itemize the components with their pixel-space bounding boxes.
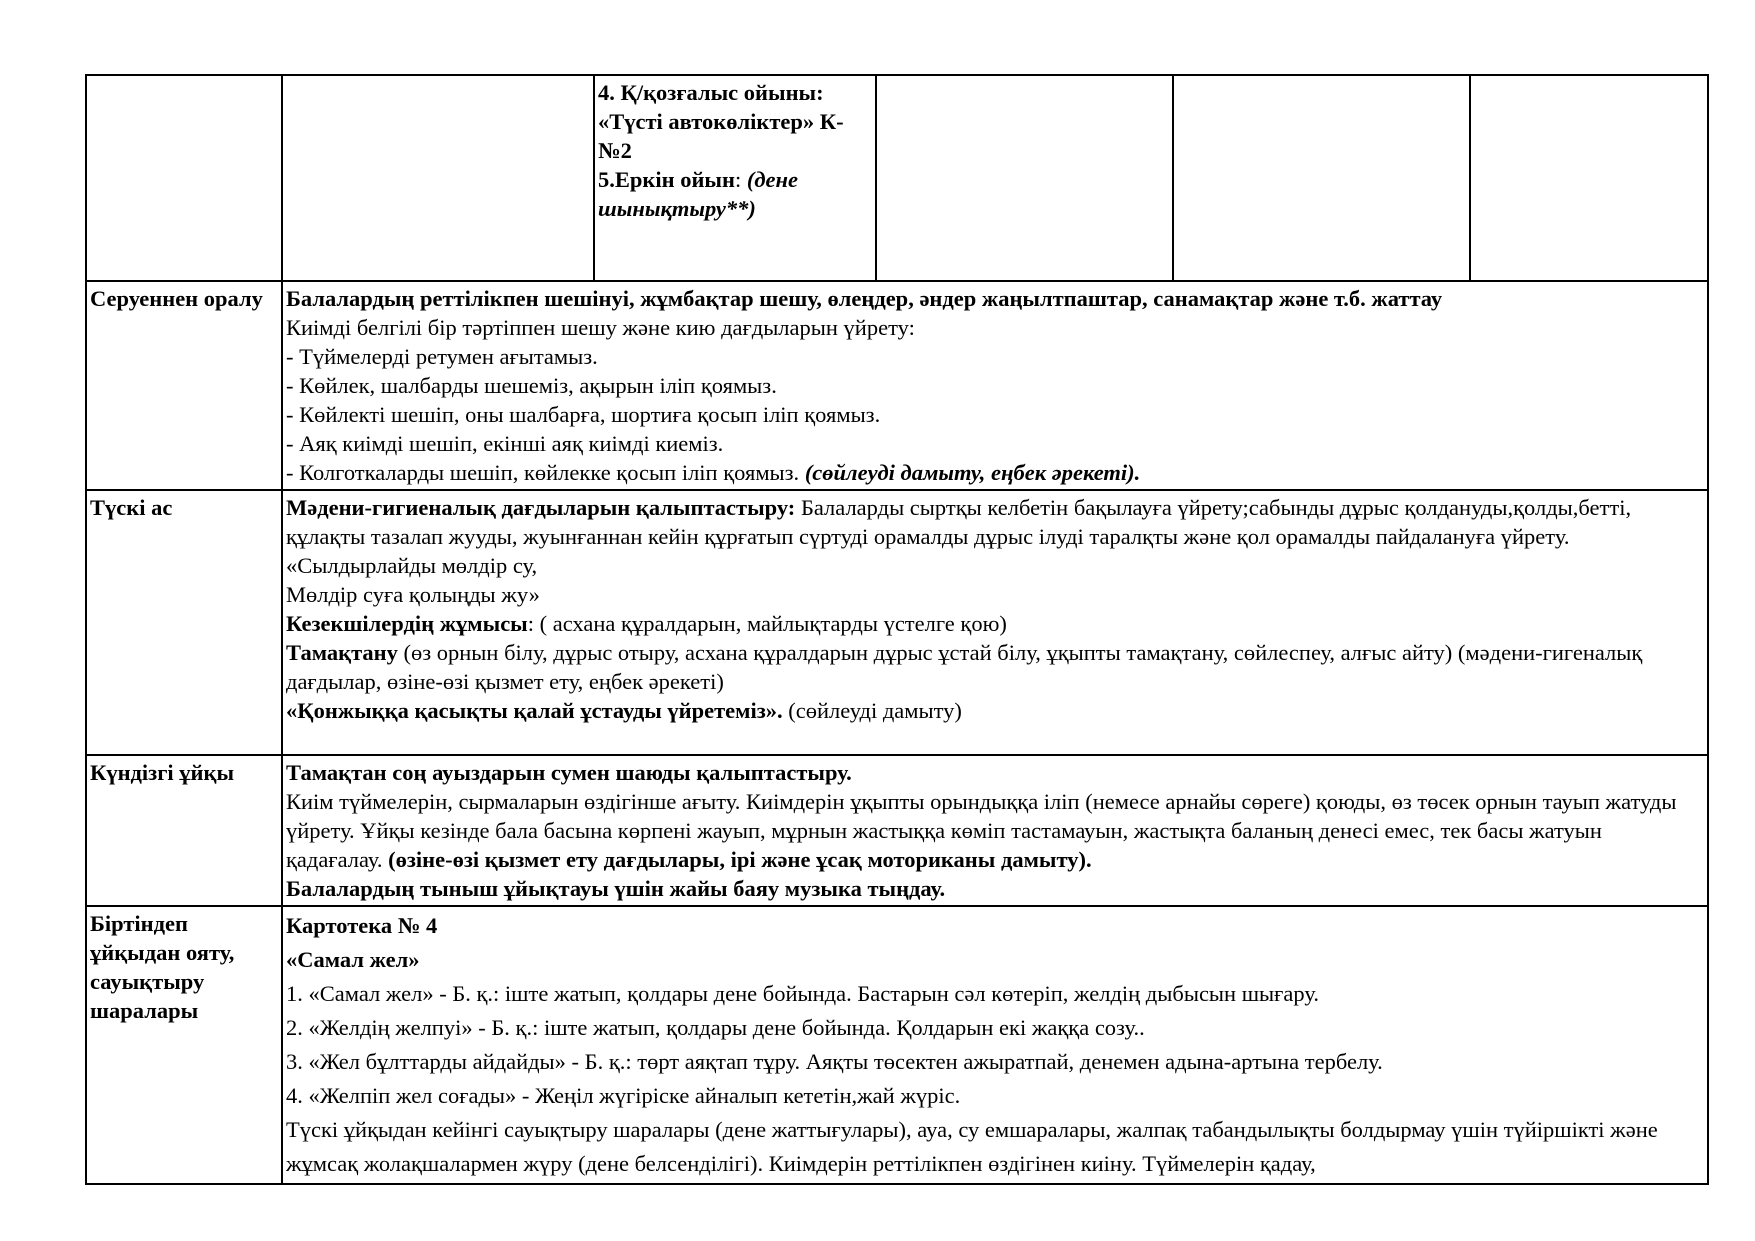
free-play-colon: : — [734, 167, 747, 192]
return-last-step-text: - Колготкаларды шешіп, көйлекке қосып іліп қоямыз. — [286, 460, 805, 485]
nap-note: (өзіне-өзі қызмет ету дағдылары, ірі және ұсақ моториканы дамыту). — [388, 847, 1092, 872]
wake-content — [282, 906, 1708, 1184]
label-cell-empty — [86, 75, 282, 281]
wake-closing: Түскі ұйқыдан кейінгі сауықтыру шаралары (дене жаттығулары), ауа, су емшаралары, жалпақ табандылықты болдырмау үшін түйіршікті және жұмсақ жолақшалармен жүру (дене белсенділігі). Киімдерін реттілікпен өздігінен киіну. Түймелерін қадау, — [286, 1117, 1658, 1176]
row-label-nap: Күндізгі ұйқы — [86, 755, 282, 906]
hygiene-text: Балаларды сыртқы келбетін бақылауға үйрету;сабынды дұрыс қолдануды,қолды,бетті, құлақты тазалап жууды, жуынғаннан кейін құрғатып сүртуді орамалды дұрыс ілуді таралқты және қол орамалды пайдалануға үйрету. — [286, 495, 1632, 549]
nap-heading: Тамақтан соң ауыздарын сумен шаюды қалыптастыру. — [286, 760, 852, 785]
duty-heading: Кезекшілердің жұмысы — [286, 611, 528, 636]
free-play-label: 5.Еркін ойын — [598, 167, 735, 192]
nap-content — [282, 755, 1708, 906]
free-play-line — [598, 165, 872, 223]
table-row-lunch — [86, 490, 1708, 755]
duty-paragraph — [286, 609, 1704, 638]
row-label-return: Серуеннен оралу — [86, 281, 282, 490]
cell-empty-1 — [282, 75, 594, 281]
return-walk-content — [282, 281, 1708, 490]
lunch-content — [282, 490, 1708, 755]
exercise-item: 1. «Самал жел» - Б. қ.: іште жатып, қолдары дене бойында. Бастарын сәл көтеріп, желдің дыбысын шығару. — [286, 981, 1319, 1006]
exercise-item: 2. «Желдің желпуі» - Б. қ.: іште жатып, қолдары дене бойында. Қолдарын екі жаққа созу.. — [286, 1015, 1145, 1040]
exercise-item: 4. «Желпіп жел соғады» - Жеңіл жүгіріске айналып кететін,жай жүріс. — [286, 1083, 961, 1108]
exercise-item: 3. «Жел бұлттарды айдайды» - Б. қ.: төрт аяқтап тұру. Аяқты төсектен ажыратпай, денемен адына-артына тербелу. — [286, 1049, 1383, 1074]
nap-paragraph — [286, 787, 1704, 874]
poem-line: «Сылдырлайды мөлдір су, — [286, 553, 538, 578]
return-last-step — [286, 458, 1704, 487]
table-row-wake-up — [86, 906, 1708, 1184]
table-row-return-walk — [86, 281, 1708, 490]
hygiene-heading: Мәдени-гигиеналық дағдыларын қалыптастыру: — [286, 495, 796, 520]
return-heading: Балалардың реттілікпен шешінуі, жұмбақтар шешу, өлеңдер, әндер жаңылтпаштар, санамақтар және т.б. жаттау — [286, 286, 1443, 311]
eating-paragraph — [286, 638, 1704, 696]
nap-music: Балалардың тыныш ұйықтауы үшін жайы баяу музыка тыңдау. — [286, 876, 946, 901]
cell-empty-2 — [876, 75, 1173, 281]
row-label-wake: Біртіндеп ұйқыдан ояту, сауықтыру шаралары — [86, 906, 282, 1184]
return-step: - Көйлекті шешіп, оны шалбарға, шортиға қосып іліп қоямыз. — [286, 402, 881, 427]
row-label-lunch: Түскі ас — [86, 490, 282, 755]
return-step: - Аяқ киімді шешіп, екінші аяқ киімді киеміз. — [286, 431, 724, 456]
spoon-text: (сөйлеуді дамыту) — [782, 698, 962, 723]
free-play-note: (дене шынықтыру**) — [598, 167, 798, 221]
games-cell — [594, 75, 876, 281]
return-last-note: (сөйлеуді дамыту, еңбек әрекеті). — [804, 460, 1141, 485]
table-row-nap — [86, 755, 1708, 906]
poem-line: Мөлдір суға қолыңды жу» — [286, 582, 540, 607]
spoon-paragraph — [286, 696, 1704, 725]
cell-empty-4 — [1470, 75, 1708, 281]
return-intro: Киімді белгілі бір тәртіппен шешу және кию дағдыларын үйрету: — [286, 315, 915, 340]
table-row-games — [86, 75, 1708, 281]
daily-plan-table — [85, 74, 1709, 1185]
outdoor-game-title: 4. Қ/қозғалыс ойыны: «Түсті автокөліктер» К-№2 — [598, 80, 844, 163]
cell-empty-3 — [1173, 75, 1470, 281]
card-number: Картотека № 4 — [286, 913, 438, 938]
eating-heading: Тамақтану — [286, 640, 398, 665]
return-step: - Көйлек, шалбарды шешеміз, ақырын іліп қоямыз. — [286, 373, 777, 398]
return-step: - Түймелерді ретумен ағытамыз. — [286, 344, 598, 369]
nap-text: Киім түймелерін, сырмаларын өздігінше ағыту. Киімдерін ұқыпты орындыққа іліп (немесе арнайы сөреге) қоюды, өз төсек орнын тауып жатуды үйрету. Ұйқы кезінде бала басына көрпені жауып, мұрнын жастыққа көміп тастамауын, жастықта баланың денесі емес, тек басы жатуын қадағалау. — [286, 789, 1677, 872]
duty-text: : ( асхана құралдарын, майлықтарды үстелге қою) — [527, 611, 1007, 636]
exercise-title: «Самал жел» — [286, 947, 420, 972]
spoon-heading: «Қонжыққа қасықты қалай ұстауды үйретеміз». — [286, 698, 783, 723]
hygiene-paragraph — [286, 493, 1704, 551]
eating-text: (өз орнын білу, дұрыс отыру, асхана құралдарын дұрыс ұстай білу, ұқыпты тамақтану, сөйлеспеу, алғыс айту) (мәдени-гигеналық дағдылар, өзіне-өзі қызмет ету, еңбек әрекеті) — [286, 640, 1643, 694]
